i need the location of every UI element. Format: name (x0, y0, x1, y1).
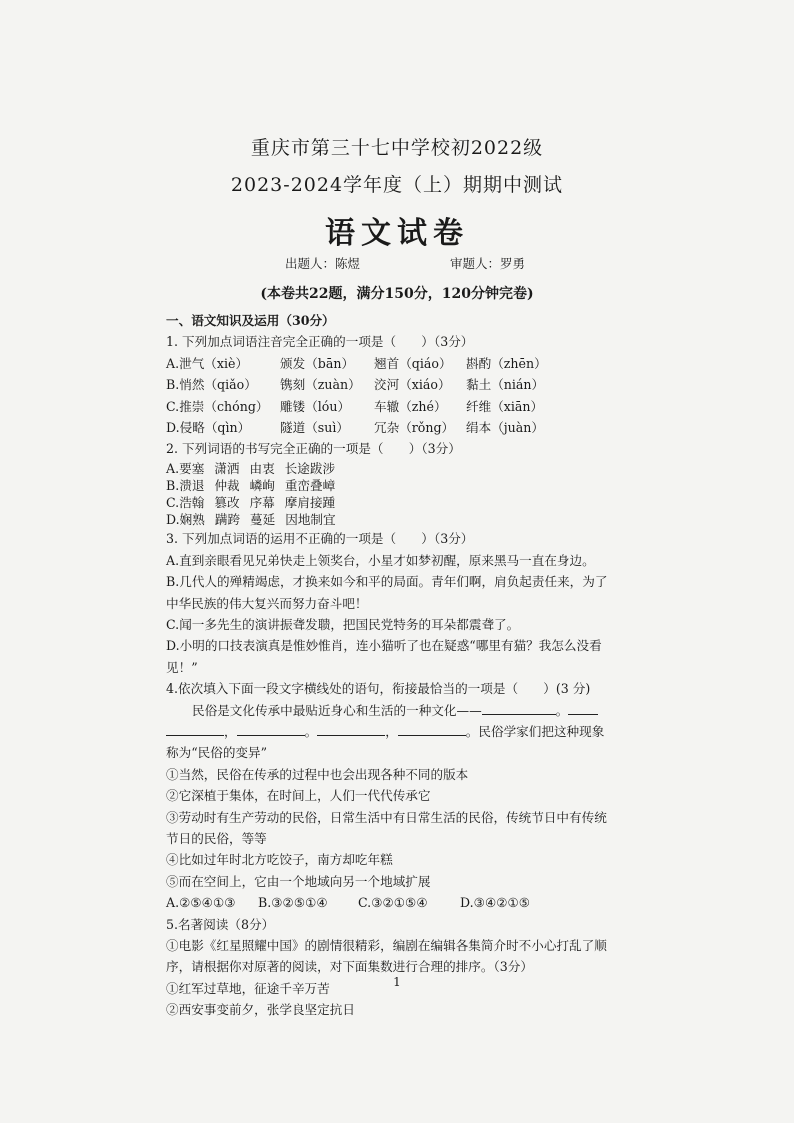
q2-stem: 2. 下列词语的书写完全正确的一项是（ ）（3分） (166, 441, 461, 457)
q2-option-c (166, 494, 636, 511)
q1-a-word4: 斟酌（zhēn） (466, 355, 547, 371)
exam-note: (本卷共22题，满分150分，120分钟完卷) (260, 286, 534, 302)
q2-a-word3: 由衷 (249, 460, 275, 476)
question-reviewer: 审题人：罗勇 (450, 256, 526, 271)
q4-sep-2: ， (224, 724, 237, 739)
q2-d-word2: 蹒跨 (214, 512, 241, 528)
q1-option-d (166, 417, 636, 438)
q2-c-word4: 摩肩接踵 (284, 495, 336, 511)
q2-option-d (166, 511, 636, 528)
q4-stem: 4.依次填入下面一段文字横线处的语句，衔接最恰当的一项是（ ）(3 分) (166, 681, 591, 697)
q4-paragraph-line3: 称为“民俗的变异” (166, 745, 268, 761)
q4-option-d: D.③④②①⑤ (460, 895, 531, 911)
q1-c-word2: 雕镂（lóu） (280, 398, 351, 414)
question-author: 出题人：陈煜 (285, 256, 361, 271)
q2-d-word3: 蔓延 (250, 512, 276, 528)
page-number: 1 (393, 975, 401, 989)
q3-stem: 3. 下列加点词语的运用不正确的一项是（ ）（3分） (166, 531, 474, 547)
q2-c-word3: 序幕 (249, 495, 275, 511)
q4-paragraph-start: 民俗是文化传承中最贴近身心和生活的一种文化—— (192, 702, 482, 718)
q2-b-word4: 重峦叠嶂 (284, 477, 336, 493)
q1-option-a (166, 353, 636, 374)
q1-d-word2: 隧道（suì） (280, 419, 349, 435)
q4-item-4: ④比如过年时北方吃饺子，南方却吃年糕 (166, 852, 393, 868)
q2-d-word4: 因地制宜 (285, 512, 336, 528)
q4-option-b: B.③②⑤①④ (258, 895, 328, 911)
q4-paragraph-end: 。民俗学家们把这种现象 (465, 724, 605, 739)
q1-b-word4: 黏土（nián） (466, 377, 545, 393)
q1-option-b (166, 374, 636, 395)
q2-a-word4: 长途跋涉 (284, 460, 336, 476)
q4-paragraph-line1 (166, 700, 636, 721)
q2-b-word2: 仲裁 (214, 477, 240, 493)
q4-item-2: ②它深植于集体，在时间上，人们一代代传承它 (166, 788, 431, 804)
q1-b-word3: 洨河（xiáo） (374, 377, 451, 393)
q2-c-word2: 篡改 (214, 495, 240, 511)
section-title: 一、语文知识及运用（30分） (166, 313, 335, 328)
q1-c-word4: 纤维（xiān） (466, 398, 544, 414)
q4-options (166, 892, 636, 913)
q1-option-c (166, 396, 636, 417)
q4-blank-2b[interactable] (166, 722, 224, 736)
q5-episode-2: ②西安事变前夕，张学良坚定抗日 (166, 1002, 355, 1018)
q4-item-3-cont: 节日的民俗，等等 (166, 830, 267, 846)
q1-stem: 1. 下列加点词语注音完全正确的一项是（ ）（3分） (166, 334, 474, 350)
q5-sub1-line1: ①电影《红星照耀中国》的剧情很精彩，编剧在编辑各集简介时不小心打乱了顺 (166, 937, 607, 953)
q2-option-b (166, 477, 636, 494)
q2-a-word2: 潇洒 (214, 460, 240, 476)
q3-option-b-line1: B.几代人的殚精竭虑，才换来如今和平的局面。青年们啊，肩负起责任来，为了 (166, 574, 608, 590)
q4-option-a: A.②⑤④①③ (166, 895, 236, 911)
q5-episode-1: ①红军过草地，征途千辛万苦 (166, 980, 330, 996)
q5-stem: 5.名著阅读（8分） (166, 916, 275, 932)
q4-item-5: ⑤而在空间上，它由一个地域向另一个地域扩展 (166, 873, 431, 889)
q4-blank-3[interactable] (237, 722, 305, 736)
school-title: 重庆市第三十七中学校初2022级 (250, 137, 544, 159)
q5-sub1-line2: 序，请根据你对原著的阅读，对下面集数进行合理的排序。（3分） (166, 959, 533, 975)
q4-sep-1: 。 (555, 702, 569, 718)
author-line (285, 254, 525, 272)
q3-option-d-line1: D.小明的口技表演真是惟妙惟肖，连小猫听了也在疑惑“哪里有猫？我怎么没看 (166, 638, 602, 654)
q1-a-word3: 翘首（qiáo） (374, 355, 452, 371)
q4-paragraph-line2 (166, 721, 636, 742)
q4-sep-3: 。 (304, 724, 318, 739)
q4-item-3: ③劳动时有生产劳动的民俗，日常生活中有日常生活的民俗，传统节日中有传统 (166, 809, 607, 825)
q2-c-word1: C.浩翰 (166, 495, 205, 511)
q3-option-a: A.直到亲眼看见兄弟快走上领奖台，小星才如梦初醒，原来黑马一直在身边。 (166, 552, 595, 568)
q3-option-d-line2: 见！” (166, 659, 198, 675)
q1-c-word3: 车辙（zhé） (374, 398, 447, 414)
q1-a-word1: A.泄气（xiè） (166, 355, 249, 371)
q2-b-word1: B.溃退 (166, 477, 205, 493)
exam-content (166, 310, 636, 1020)
q1-d-word4: 绢本（juàn） (466, 419, 545, 435)
q4-blank-4[interactable] (317, 722, 385, 736)
term-title: 2023-2024学年度（上）期期中测试 (230, 174, 564, 196)
q4-sep-4: ， (385, 724, 398, 739)
q4-item-1: ①当然，民俗在传承的过程中也会出现各种不同的版本 (166, 766, 469, 782)
q1-c-word1: C.推崇（chóng） (166, 398, 269, 414)
subject-title: 语文试卷 (325, 216, 469, 251)
q2-d-word1: D.娴熟 (166, 512, 205, 528)
q4-blank-5[interactable] (398, 722, 466, 736)
q1-d-word3: 冗杂（rǒng） (374, 419, 455, 435)
q4-option-c: C.③②①⑤④ (358, 895, 428, 911)
q2-option-a (166, 460, 636, 477)
q4-blank-1[interactable] (482, 701, 556, 715)
q3-option-b-line2: 中华民族的伟大复兴而努力奋斗吧！ (166, 595, 368, 611)
q2-a-word1: A.要塞 (166, 460, 205, 476)
q3-option-c: C.闻一多先生的演讲振聋发聩，把国民党特务的耳朵都震聋了。 (166, 617, 520, 633)
q1-d-word1: D.侵略（qìn） (166, 419, 251, 435)
q1-b-word2: 镌刻（zuàn） (280, 377, 361, 393)
q4-blank-2[interactable] (568, 701, 598, 715)
q2-b-word3: 嶙峋 (249, 477, 275, 493)
q1-b-word1: B.悄然（qiǎo） (166, 377, 257, 393)
q1-a-word2: 颁发（bān） (280, 355, 355, 371)
